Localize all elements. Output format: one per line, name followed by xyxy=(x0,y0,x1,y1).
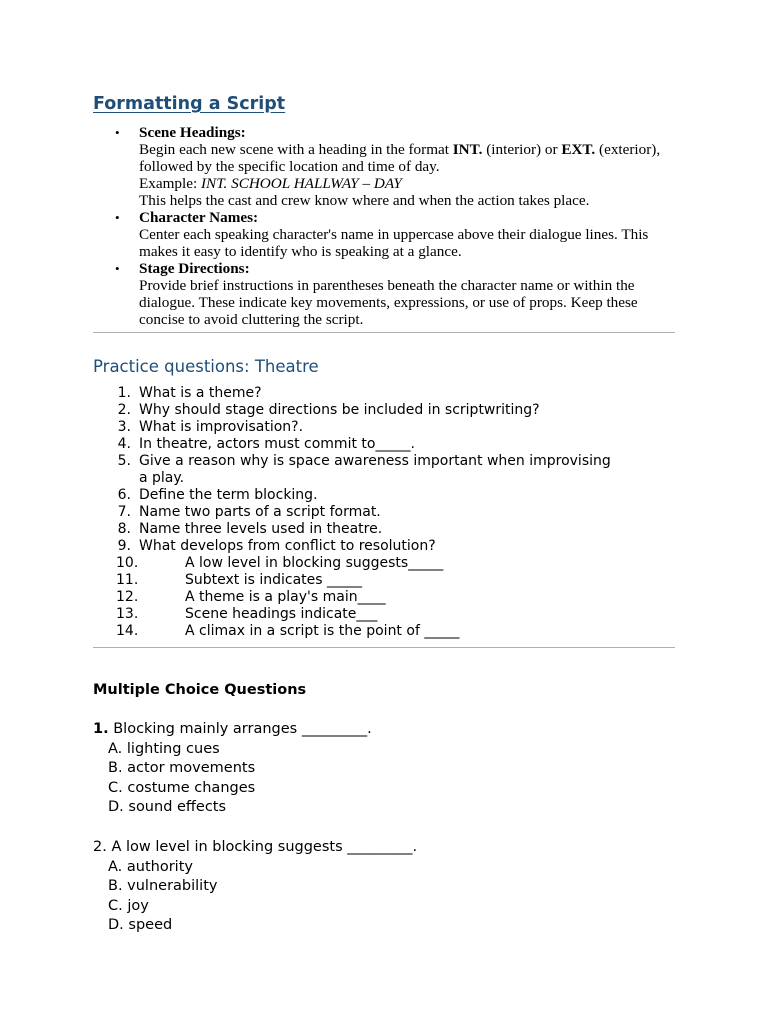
mc-question xyxy=(93,838,675,936)
question-item xyxy=(93,555,675,572)
question-number: 11. xyxy=(116,572,139,588)
question-item xyxy=(93,419,675,436)
bullet-text-line: Begin each new scene with a heading in the format INT. (interior) or EXT. (exterior), xyxy=(139,141,661,158)
mc-option: D. speed xyxy=(108,917,173,934)
bullet-item xyxy=(93,209,675,260)
question-text: Name two parts of a script format. xyxy=(139,504,381,520)
question-text: A climax in a script is the point of _____ xyxy=(185,623,460,639)
section-title-multiple-choice: Multiple Choice Questions xyxy=(93,682,307,698)
bullet-text-line: Example: INT. SCHOOL HALLWAY – DAY xyxy=(139,175,402,192)
question-number: 14. xyxy=(116,623,139,639)
question-text: Subtext is indicates _____ xyxy=(185,572,363,588)
mc-question xyxy=(93,720,675,818)
question-text: In theatre, actors must commit to_____. xyxy=(139,436,415,452)
question-number: 5. xyxy=(117,453,131,469)
bullet-text-line: concise to avoid cluttering the script. xyxy=(139,311,364,328)
mc-option: B. actor movements xyxy=(108,760,256,777)
question-number: 6. xyxy=(117,487,131,503)
question-text: a play. xyxy=(139,470,185,486)
bullet-dot: • xyxy=(115,125,120,140)
section-title-practice: Practice questions: Theatre xyxy=(93,357,319,376)
question-text: Name three levels used in theatre. xyxy=(139,521,383,537)
mc-question-stem xyxy=(93,838,675,858)
question-number: 3. xyxy=(117,419,131,435)
question-text: What develops from conflict to resolution? xyxy=(139,538,436,554)
question-item xyxy=(93,487,675,504)
bullet-text-line: dialogue. These indicate key movements, expressions, or use of props. Keep these xyxy=(139,294,638,311)
bullet-text-line: makes it easy to identify who is speaking at a glance. xyxy=(139,243,462,260)
question-text: Why should stage directions be included in scriptwriting? xyxy=(139,402,540,418)
question-number: 2. xyxy=(117,402,131,418)
question-item xyxy=(93,623,675,640)
question-item xyxy=(93,538,675,555)
bullet-text-line: Center each speaking character's name in uppercase above their dialogue lines. This xyxy=(139,226,649,243)
question-text: Define the term blocking. xyxy=(139,487,318,503)
bullet-term: Scene Headings: xyxy=(139,124,246,141)
bullet-dot: • xyxy=(115,261,120,276)
question-text: Give a reason why is space awareness important when improvising xyxy=(139,453,611,469)
bullet-item xyxy=(93,124,675,209)
bullet-term: Character Names: xyxy=(139,209,259,226)
bullet-text-line: followed by the specific location and time of day. xyxy=(139,158,440,175)
bullet-term: Stage Directions: xyxy=(139,260,250,277)
italic-text: INT. SCHOOL HALLWAY – DAY xyxy=(201,175,402,192)
divider xyxy=(93,647,675,648)
bold-text: EXT. xyxy=(561,141,596,158)
mc-option: C. costume changes xyxy=(108,779,256,796)
practice-question-list xyxy=(93,385,675,640)
section-title-formatting: Formatting a Script xyxy=(93,94,286,114)
formatting-bullet-list xyxy=(93,124,675,328)
question-number: 4. xyxy=(117,436,131,452)
question-text: Scene headings indicate___ xyxy=(185,606,378,622)
question-number: 8. xyxy=(117,521,131,537)
mc-question-text: Blocking mainly arranges _________. xyxy=(108,721,372,737)
mc-option: A. authority xyxy=(108,858,193,875)
question-item xyxy=(93,521,675,538)
question-item xyxy=(93,572,675,589)
question-item xyxy=(93,453,675,487)
question-text: A low level in blocking suggests_____ xyxy=(185,555,444,571)
bullet-dot: • xyxy=(115,210,120,225)
question-number: 9. xyxy=(117,538,131,554)
mc-option: D. sound effects xyxy=(108,799,227,816)
question-item xyxy=(93,606,675,623)
bullet-text-line: Provide brief instructions in parentheses beneath the character name or within the xyxy=(139,277,635,294)
question-number: 12. xyxy=(116,589,139,605)
question-item xyxy=(93,402,675,419)
mc-question-stem xyxy=(93,720,675,740)
bullet-item xyxy=(93,260,675,328)
question-item xyxy=(93,385,675,402)
question-item xyxy=(93,589,675,606)
bold-text: INT. xyxy=(452,141,483,158)
question-item xyxy=(93,504,675,521)
question-number: 1. xyxy=(117,385,131,401)
mc-option: B. vulnerability xyxy=(108,878,218,895)
question-number: 7. xyxy=(117,504,131,520)
question-item xyxy=(93,436,675,453)
question-number: 10. xyxy=(116,555,139,571)
question-text: What is a theme? xyxy=(139,385,262,401)
mc-question-number: 1. xyxy=(93,721,109,737)
divider xyxy=(93,332,675,333)
mc-question-text: A low level in blocking suggests _________. xyxy=(106,839,418,855)
mc-question-number: 2. xyxy=(93,839,107,855)
mc-option: A. lighting cues xyxy=(108,740,220,757)
question-text: A theme is a play's main____ xyxy=(185,589,386,605)
bullet-text-line: This helps the cast and crew know where and when the action takes place. xyxy=(139,192,590,209)
question-text: What is improvisation?. xyxy=(139,419,304,435)
question-number: 13. xyxy=(116,606,139,622)
mc-option: C. joy xyxy=(108,897,149,914)
